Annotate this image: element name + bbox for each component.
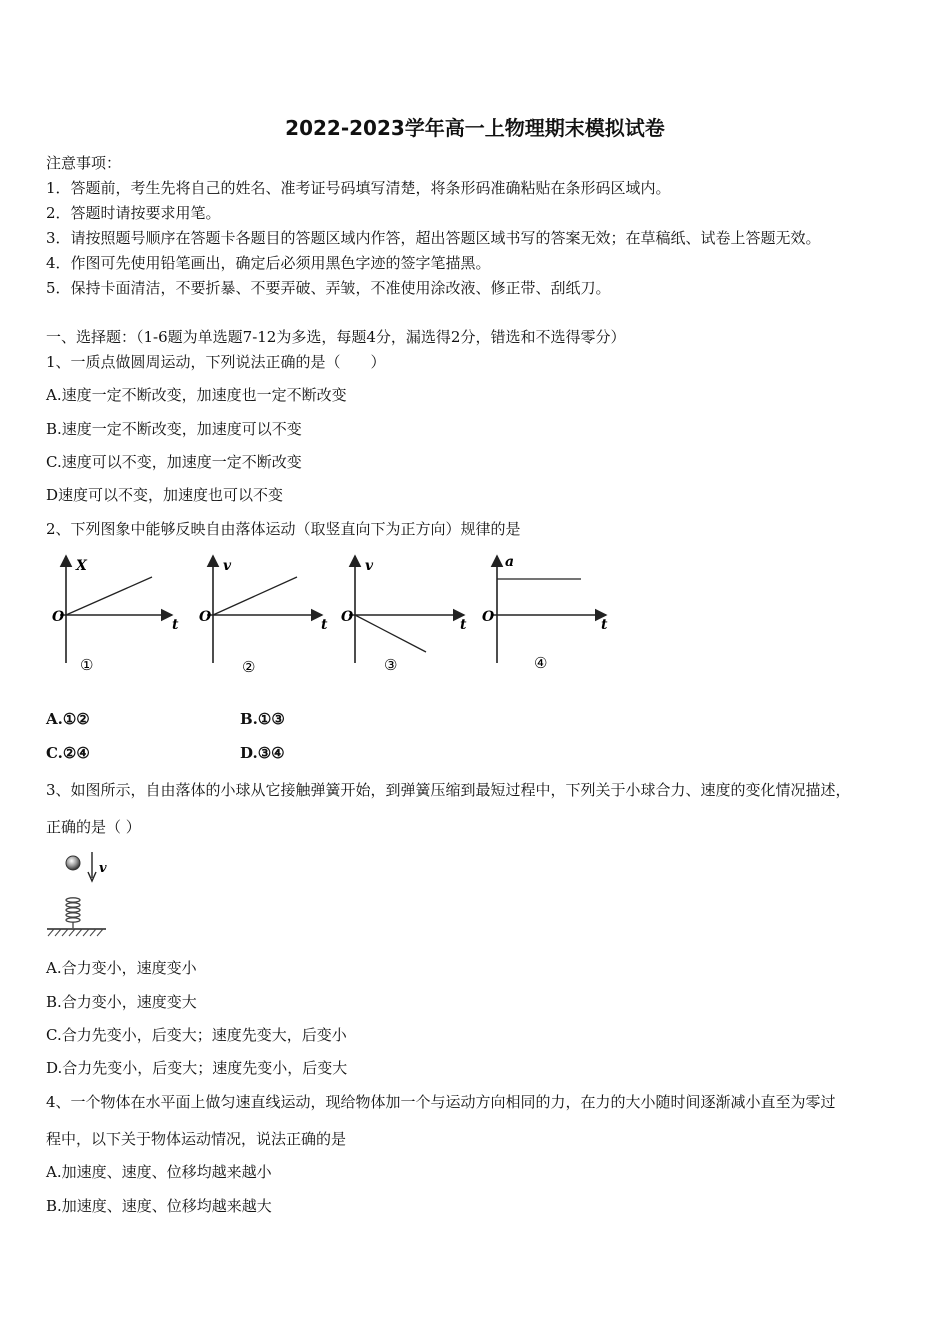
graph-4-y-label: a bbox=[505, 554, 515, 570]
question-3-stem: 3、如图所示，自由落体的小球从它接触弹簧开始，到弹簧压缩到最短过程中，下列关于小球合力、速度的变化情况描述， bbox=[46, 781, 851, 799]
graph-4-x-label: t bbox=[601, 617, 608, 633]
graph-2-x-label: t bbox=[321, 617, 328, 633]
question-3-option-b: B.合力变小，速度变大 bbox=[46, 993, 197, 1011]
question-4-stem: 4、一个物体在水平面上做匀速直线运动，现给物体加一个与运动方向相同的力，在力的大小随时间逐渐减小直至为零过 bbox=[46, 1093, 836, 1111]
question-1-option-d: D速度可以不变，加速度也可以不变 bbox=[46, 486, 284, 504]
graph-3 bbox=[341, 556, 467, 674]
ground-hatching bbox=[48, 929, 103, 936]
question-1-option-b: B.速度一定不断改变，加速度可以不变 bbox=[46, 420, 302, 438]
motion-graphs-figure bbox=[40, 548, 630, 688]
ball-spring-figure bbox=[44, 848, 116, 940]
graph-2-origin: O bbox=[199, 609, 212, 625]
notice-item: 4．作图可先使用铅笔画出，确定后必须用黑色字迹的签字笔描黑。 bbox=[46, 254, 491, 272]
graph-2-y-label: v bbox=[223, 558, 232, 574]
graph-1-number: ① bbox=[80, 656, 94, 674]
question-1-stem: 1、一质点做圆周运动，下列说法正确的是（ ） bbox=[46, 353, 386, 371]
graph-3-origin: O bbox=[341, 609, 354, 625]
question-3-option-c: C.合力先变小，后变大；速度先变大，后变小 bbox=[46, 1026, 347, 1044]
question-1-option-c: C.速度可以不变，加速度一定不断改变 bbox=[46, 453, 302, 471]
question-4-option-b: B.加速度、速度、位移均越来越大 bbox=[46, 1197, 272, 1215]
section-heading: 一、选择题：（1-6题为单选题7-12为多选，每题4分，漏选得2分，错选和不选得零分） bbox=[46, 328, 626, 346]
graph-4-number: ④ bbox=[534, 654, 548, 672]
notice-item: 2．答题时请按要求用笔。 bbox=[46, 204, 221, 222]
notice-item: 1．答题前，考生先将自己的姓名、准考证号码填写清楚，将条形码准确粘贴在条形码区域内。 bbox=[46, 179, 671, 197]
notice-item: 3．请按照题号顺序在答题卡各题目的答题区域内作答，超出答题区域书写的答案无效；在草稿纸、试卷上答题无效。 bbox=[46, 229, 821, 247]
question-1-option-a: A.速度一定不断改变，加速度也一定不断改变 bbox=[46, 386, 347, 404]
notice-heading: 注意事项： bbox=[46, 154, 122, 172]
question-2-stem: 2、下列图象中能够反映自由落体运动（取竖直向下为正方向）规律的是 bbox=[46, 520, 521, 538]
graph-2 bbox=[199, 556, 328, 676]
ball bbox=[66, 856, 80, 870]
question-4-option-a: A.加速度、速度、位移均越来越小 bbox=[46, 1163, 272, 1181]
question-2-option-d: D.③④ bbox=[240, 744, 285, 762]
question-2-option-b: B.①③ bbox=[240, 710, 285, 728]
graph-1-x-label: t bbox=[172, 617, 179, 633]
graph-2-line bbox=[213, 577, 297, 615]
graph-3-x-label: t bbox=[460, 617, 467, 633]
question-3-stem-cont: 正确的是（ ） bbox=[46, 818, 141, 836]
question-2-option-c: C.②④ bbox=[46, 744, 90, 762]
graph-3-number: ③ bbox=[384, 656, 398, 674]
question-3-option-a: A.合力变小，速度变小 bbox=[46, 959, 197, 977]
graph-1-y-label: X bbox=[76, 558, 87, 574]
question-2-option-a: A.①② bbox=[46, 710, 90, 728]
graph-4 bbox=[482, 554, 608, 672]
question-4-stem-cont: 程中，以下关于物体运动情况，说法正确的是 bbox=[46, 1130, 347, 1148]
graph-3-line bbox=[355, 615, 426, 652]
page-title: 2022-2023学年高一上物理期末模拟试卷 bbox=[285, 116, 665, 140]
graph-2-number: ② bbox=[242, 658, 256, 676]
graph-1 bbox=[52, 556, 179, 674]
graph-1-origin: O bbox=[52, 609, 65, 625]
graph-3-y-label: v bbox=[365, 558, 374, 574]
graph-1-line bbox=[66, 577, 152, 615]
velocity-label: v bbox=[99, 861, 107, 876]
question-3-option-d: D.合力先变小，后变大；速度先变小，后变大 bbox=[46, 1059, 348, 1077]
graph-4-origin: O bbox=[482, 609, 495, 625]
notice-item: 5．保持卡面清洁，不要折暴、不要弄破、弄皱，不准使用涂改液、修正带、刮纸刀。 bbox=[46, 279, 611, 297]
spring bbox=[66, 898, 80, 928]
